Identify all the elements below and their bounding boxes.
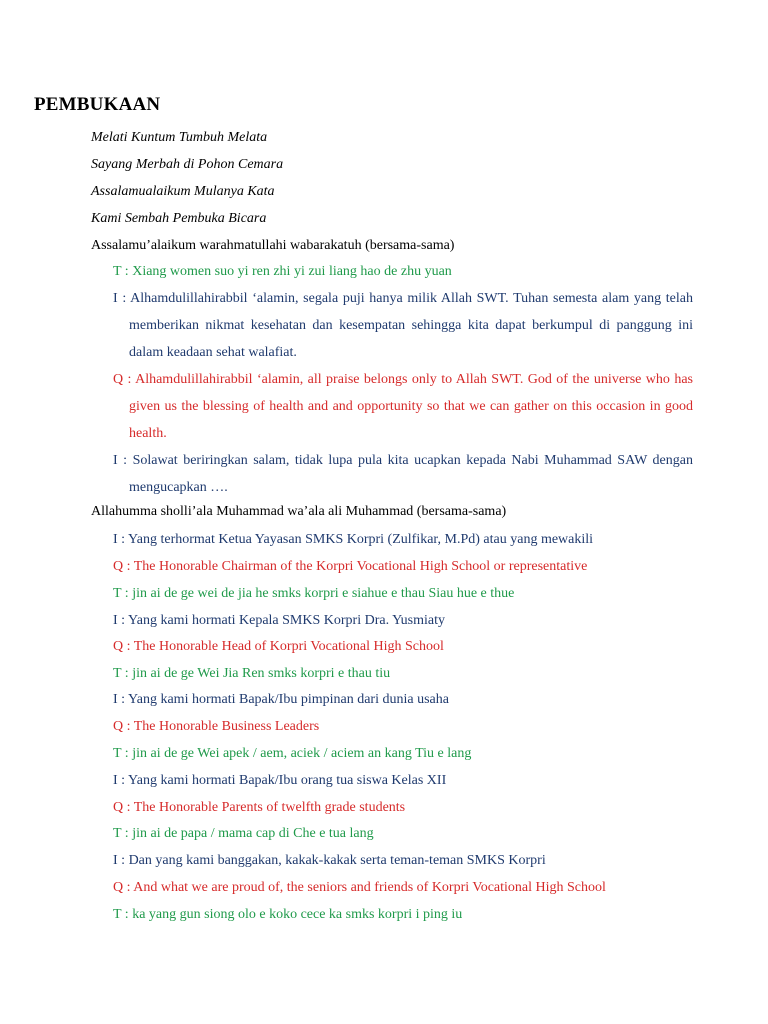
speaker-label: I :	[113, 453, 133, 468]
dialogue-text: Yang kami hormati Bapak/Ibu orang tua siswa Kelas XII	[128, 773, 447, 788]
dialogue-text: jin ai de ge wei de jia he smks korpri e siahue e thau Siau hue e thue	[132, 586, 515, 601]
speaker-label: T :	[113, 264, 133, 279]
dialogue-line-q	[113, 366, 693, 447]
dialogue-line-q	[113, 713, 677, 740]
speaker-label: I :	[113, 613, 129, 628]
speaker-label: Q :	[113, 559, 134, 574]
dialogue-line-t	[113, 258, 677, 285]
dialogue-text: Yang kami hormati Bapak/Ibu pimpinan dari dunia usaha	[128, 692, 449, 707]
dialogue-line-q	[113, 794, 677, 821]
dialogue-text: Alhamdulillahirabbil ‘alamin, segala puji hanya milik Allah SWT. Tuhan semesta alam yang telah memberikan nikmat kesehatan dan kesempatan sehingga kita dapat berkumpul di panggung ini dalam keadaan sehat walafiat.	[129, 291, 694, 360]
dialogue-line-i	[113, 607, 677, 634]
speaker-label: T :	[113, 586, 133, 601]
dialogue-line-q	[113, 633, 677, 660]
poem-line: Sayang Merbah di Pohon Cemara	[91, 157, 284, 172]
dialogue-text: Yang kami hormati Kepala SMKS Korpri Dra. Yusmiaty	[128, 613, 445, 628]
dialogue-text: And what we are proud of, the seniors and friends of Korpri Vocational High School	[133, 880, 606, 895]
dialogue-text: jin ai de ge Wei Jia Ren smks korpri e thau tiu	[132, 666, 391, 681]
dialogue-text: jin ai de ge Wei apek / aem, aciek / aciem an kang Tiu e lang	[132, 746, 472, 761]
speaker-label: T :	[113, 907, 133, 922]
speaker-label: I :	[113, 692, 129, 707]
sholawat-line: Allahumma sholli’ala Muhammad wa’ala ali Muhammad (bersama-sama)	[91, 504, 507, 519]
speaker-label: Q :	[113, 800, 134, 815]
dialogue-line-i	[113, 847, 677, 874]
speaker-label: Q :	[113, 372, 136, 387]
dialogue-line-q	[113, 553, 677, 580]
speaker-label: Q :	[113, 880, 134, 895]
dialogue-line-i	[113, 767, 677, 794]
dialogue-text: Alhamdulillahirabbil ‘alamin, all praise belongs only to Allah SWT. God of the universe who has given us the blessing of health and and opportunity so that we can gather on this occasion in good health.	[129, 372, 693, 441]
dialogue-line-t	[113, 660, 677, 687]
dialogue-line-t	[113, 901, 677, 928]
dialogue-text: Dan yang kami banggakan, kakak-kakak serta teman-teman SMKS Korpri	[128, 853, 546, 868]
dialogue-text: The Honorable Parents of twelfth grade students	[133, 800, 406, 815]
dialogue-line-i	[113, 686, 677, 713]
speaker-label: I :	[113, 291, 131, 306]
dialogue-text: The Honorable Business Leaders	[133, 719, 320, 734]
speaker-label: Q :	[113, 719, 134, 734]
speaker-label: I :	[113, 532, 129, 547]
poem-line: Kami Sembah Pembuka Bicara	[91, 211, 267, 226]
poem-line: Melati Kuntum Tumbuh Melata	[91, 130, 268, 145]
dialogue-text: Xiang women suo yi ren zhi yi zui liang hao de zhu yuan	[132, 264, 452, 279]
dialogue-text: The Honorable Head of Korpri Vocational High School	[133, 639, 444, 654]
speaker-label: T :	[113, 826, 133, 841]
poem-line: Assalamualaikum Mulanya Kata	[91, 184, 275, 199]
dialogue-line-i	[113, 285, 693, 366]
dialogue-line-q	[113, 874, 677, 901]
dialogue-line-t	[113, 580, 677, 607]
dialogue-line-t	[113, 820, 677, 847]
salam-line: Assalamu’alaikum warahmatullahi wabarakatuh (bersama-sama)	[91, 238, 455, 253]
speaker-label: I :	[113, 773, 129, 788]
speaker-label: Q :	[113, 639, 134, 654]
dialogue-text: Solawat beriringkan salam, tidak lupa pula kita ucapkan kepada Nabi Muhammad SAW dengan mengucapkan ….	[129, 453, 693, 495]
speaker-label: T :	[113, 746, 133, 761]
dialogue-line-i	[113, 526, 677, 553]
dialogue-text: The Honorable Chairman of the Korpri Vocational High School or representative	[133, 559, 588, 574]
speaker-label: T :	[113, 666, 133, 681]
dialogue-text: ka yang gun siong olo e koko cece ka smks korpri i ping iu	[132, 907, 463, 922]
dialogue-text: jin ai de papa / mama cap di Che e tua lang	[132, 826, 374, 841]
section-title: PEMBUKAAN	[34, 94, 161, 115]
dialogue-line-i	[113, 447, 693, 501]
speaker-label: I :	[113, 853, 129, 868]
dialogue-text: Yang terhormat Ketua Yayasan SMKS Korpri (Zulfikar, M.Pd) atau yang mewakili	[128, 532, 594, 547]
dialogue-line-t	[113, 740, 677, 767]
